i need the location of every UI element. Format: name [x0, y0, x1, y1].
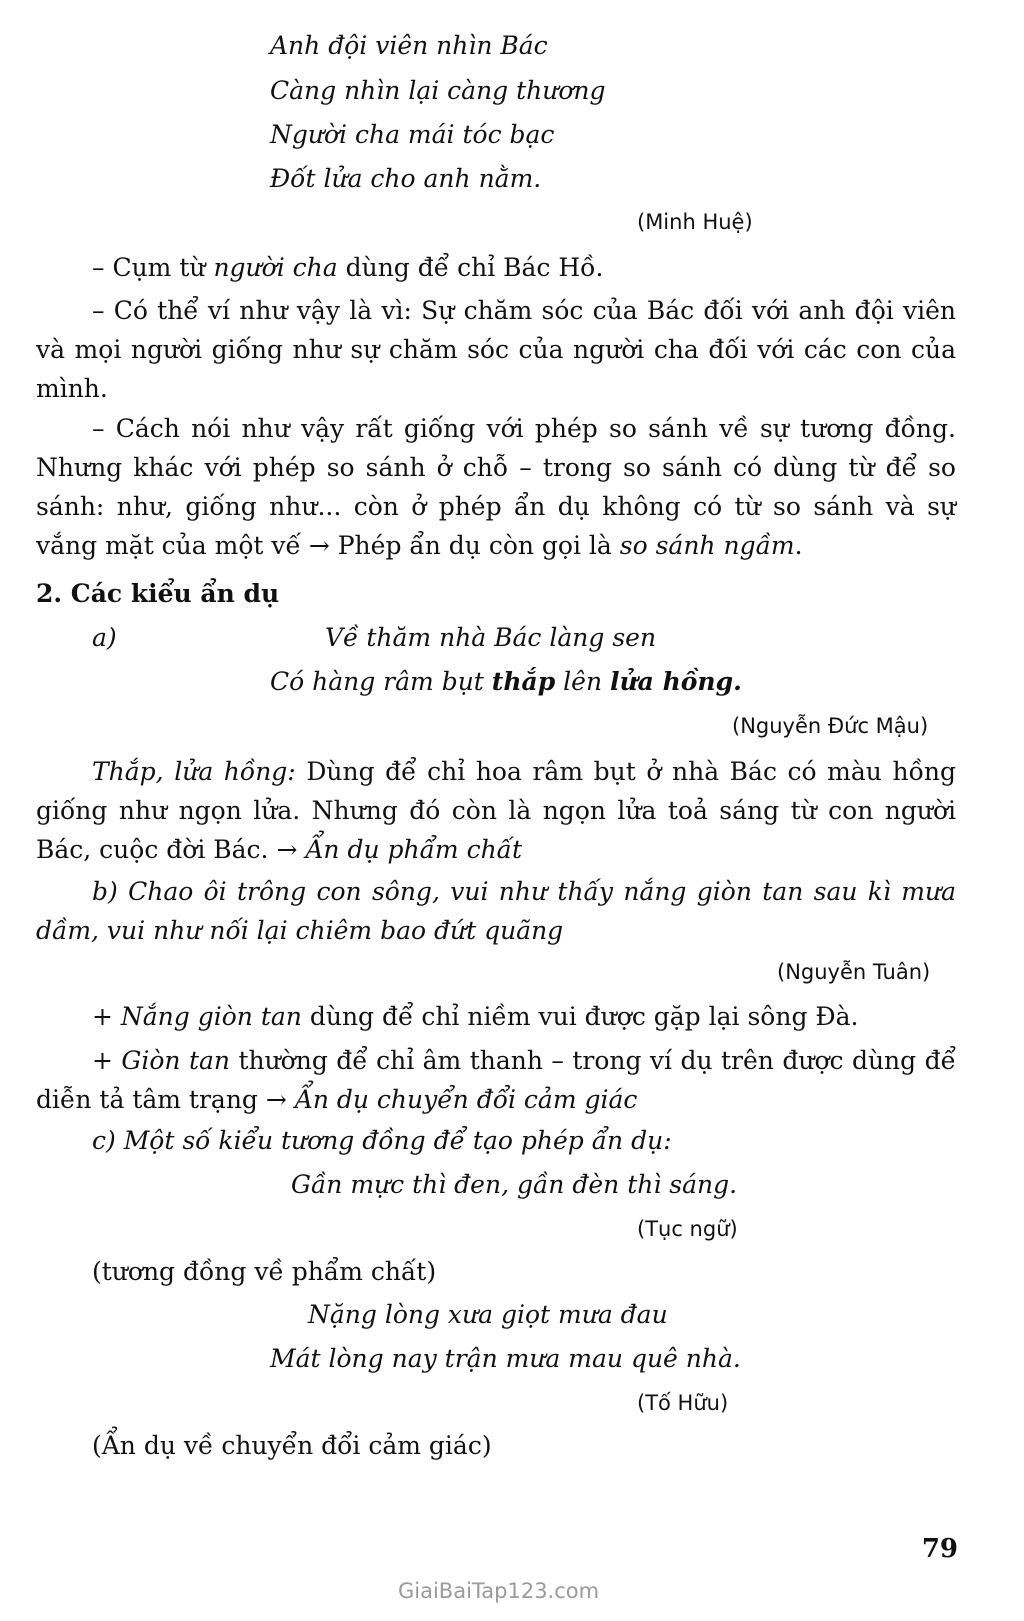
page-number: 79 [921, 1534, 958, 1564]
example-c-proverb-source: (Tục ngữ) [637, 1217, 738, 1241]
bullet3-text: – Cách nói như vậy rất giống với phép so sánh về sự tương đồng. Nhưng khác với phép so sánh ở chỗ – trong so sánh có dùng từ để so sánh: như, giống như... còn ở phép ẩn dụ không có từ so sánh và sự vắng mặt của một vế → Phép ẩn dụ còn gọi là [36, 414, 956, 560]
example-b-p1-pre: + [92, 1002, 121, 1031]
example-c-verse-2: Mát lòng nay trận mưa mau quê nhà. [270, 1344, 741, 1373]
poem-line-1: Anh đội viên nhìn Bác [270, 31, 548, 60]
example-b-p2-text: thường để chỉ âm thanh – trong ví dụ trên được dùng để diễn tả tâm trạng → [36, 1046, 956, 1114]
example-a-bold-thap: thắp [491, 667, 556, 696]
example-b-p2-pre: + [92, 1046, 122, 1075]
bullet-paragraph-1 [36, 248, 956, 287]
poem-line-2: Càng nhìn lại càng thương [270, 76, 606, 105]
example-a-line2-mid: lên [555, 667, 610, 696]
example-c-verse-1: Nặng lòng xưa giọt mưa đau [308, 1300, 668, 1329]
bullet3-em: so sánh ngầm [619, 531, 795, 560]
example-a-explanation [36, 752, 956, 869]
example-c-proverb: Gần mực thì đen, gần đèn thì sáng. [291, 1170, 738, 1199]
poem-line-4: Đốt lửa cho anh nằm. [270, 164, 542, 193]
section-heading-2: 2. Các kiểu ẩn dụ [36, 579, 280, 608]
bullet-paragraph-2: – Có thể ví như vậy là vì: Sự chăm sóc của Bác đối với anh đội viên và mọi người giống như sự chăm sóc của người cha đối với các con của mình. [36, 296, 956, 403]
example-c-intro: c) Một số kiểu tương đồng để tạo phép ẩn dụ: [92, 1126, 672, 1155]
example-b-point-1 [36, 997, 956, 1036]
example-a-line-1: Về thăm nhà Bác làng sen [325, 623, 657, 652]
watermark: GiaiBaiTap123.com [398, 1579, 600, 1603]
example-b-metaphor-type: Ẩn dụ chuyển đổi cảm giác [294, 1085, 638, 1114]
bullet3-end: . [794, 531, 803, 560]
bullet-paragraph-3 [36, 409, 956, 565]
example-a-bold-lua-hong: lửa hồng. [610, 667, 742, 696]
example-b-p1-em: Nắng giòn tan [120, 1002, 302, 1031]
example-b-point-2 [36, 1041, 956, 1119]
bullet1-em: người cha [213, 253, 338, 282]
example-b-p2-em: Giòn tan [121, 1046, 230, 1075]
example-c-note-2: (Ẩn dụ về chuyển đổi cảm giác) [92, 1431, 492, 1460]
example-a-metaphor-type: Ẩn dụ phẩm chất [305, 835, 523, 864]
example-b-p1-text: dùng để chỉ niềm vui được gặp lại sông Đà. [301, 1002, 859, 1031]
example-b-source: (Nguyễn Tuân) [777, 960, 931, 984]
example-b-quote: b) Chao ôi trông con sông, vui như thấy nắng giòn tan sau kì mưa dầm, vui như nối lại chiêm bao đứt quãng [36, 877, 956, 945]
example-c-note-1: (tương đồng về phẩm chất) [92, 1257, 437, 1286]
example-a-label: a) [92, 623, 117, 652]
poem-line-3: Người cha mái tóc bạc [270, 120, 555, 149]
example-a-source: (Nguyễn Đức Mậu) [732, 714, 929, 738]
example-a-line-2 [270, 666, 742, 698]
bullet1-prefix: – Cụm từ [92, 253, 214, 282]
example-a-explain-em: Thắp, lửa hồng: [92, 757, 296, 786]
example-a-line2-pre: Có hàng râm bụt [270, 667, 492, 696]
poem-source-minh-hue: (Minh Huệ) [637, 210, 753, 234]
example-a-explain-text: Dùng để chỉ hoa râm bụt ở nhà Bác có màu hồng giống như ngọn lửa. Nhưng đó còn là ngọn lửa toả sáng từ con người Bác, cuộc đời Bác. → [36, 757, 956, 864]
example-c-verse-source: (Tố Hữu) [637, 1391, 729, 1415]
bullet1-suffix: dùng để chỉ Bác Hồ. [337, 253, 604, 282]
